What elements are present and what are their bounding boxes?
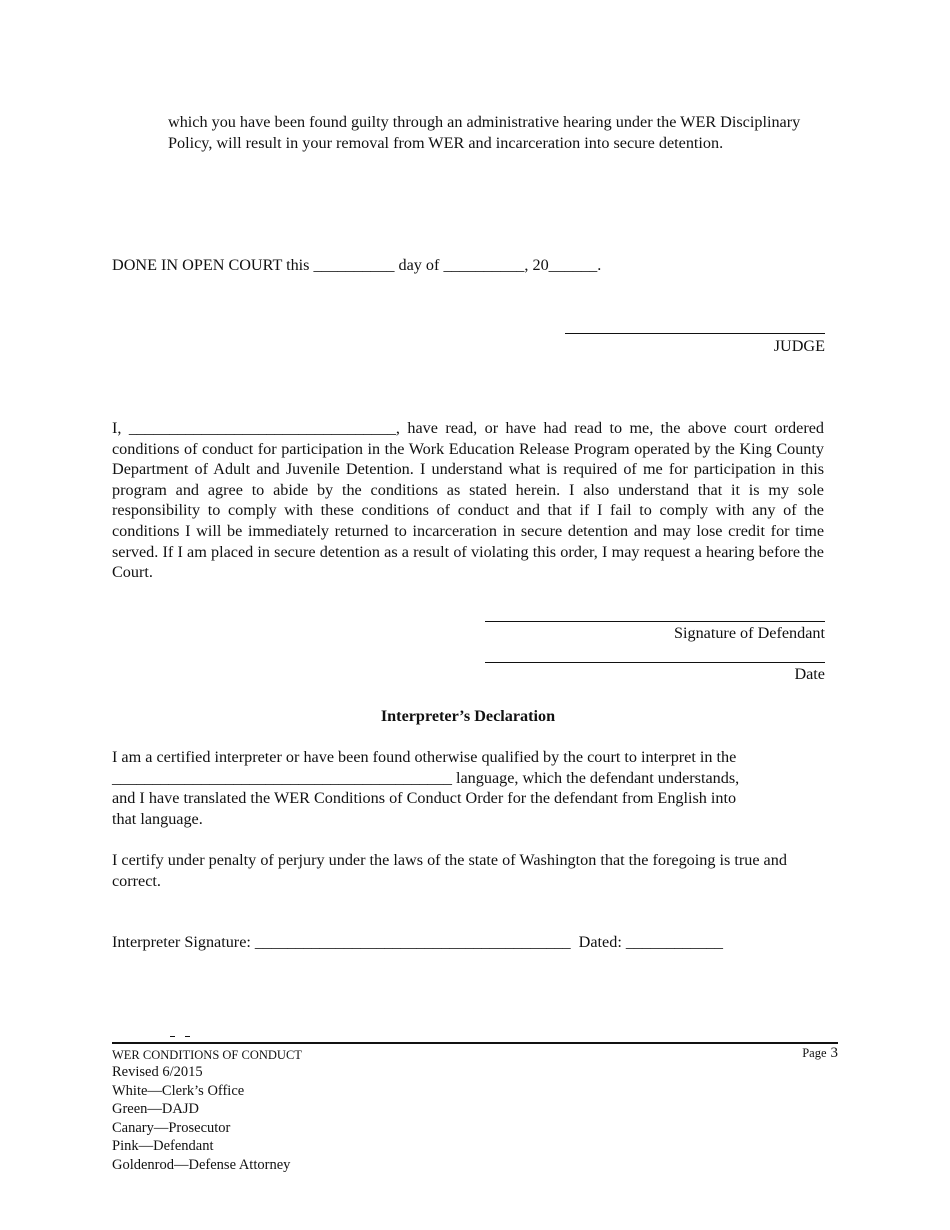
interpreter-line-3: and I have translated the WER Conditions of Conduct Order for the defendant from English into — [112, 789, 737, 808]
footer-title: WER CONDITIONS OF CONDUCT — [112, 1048, 302, 1062]
copy-item: Pink—Defendant — [112, 1138, 214, 1155]
judge-label: JUDGE — [773, 337, 825, 355]
date-label: Date — [794, 665, 825, 683]
defendant-acknowledgement-paragraph: I, _________________________________, have read, or have had read to me, the above court ordered conditions of conduct for participation in the Work Education Release Program operated by the King County Department of Adult and Juvenile Detention. I understand what is required of me for participation in this program and agree to abide by the conditions as stated herein. I also understand that it is my sole responsibility to comply with these conditions of conduct and that if I fail to comply with any of the conditions I will be immediately returned to incarceration in secure detention and may lose credit for time served. If I am placed in secure detention as a result of violating this order, I may request a hearing before the Court. — [112, 419, 824, 582]
interpreter-signature-line: Interpreter Signature: _______________________________________ Dated: ____________ — [112, 933, 723, 951]
footer-revised: Revised 6/2015 — [112, 1064, 203, 1080]
footer-rule — [112, 1042, 838, 1044]
interpreter-line-1: I am a certified interpreter or have been found otherwise qualified by the court to interpret in the — [112, 748, 737, 766]
interpreter-line-4: that language. — [112, 809, 203, 828]
judge-signature-line — [565, 333, 825, 334]
copy-item: Goldenrod—Defense Attorney — [112, 1156, 291, 1173]
footer-tick — [170, 1036, 175, 1037]
date-signature-line — [485, 662, 825, 663]
defendant-signature-line — [485, 621, 825, 622]
continuation-paragraph: which you have been found guilty through an administrative hearing under the WER Disciplinary Policy, will result in your removal from WER and incarceration into secure detention. — [168, 113, 801, 152]
perjury-certification: I certify under penalty of perjury under the laws of the state of Washington that the foregoing is true and correct. — [112, 851, 787, 890]
copy-item: Canary—Prosecutor — [112, 1119, 231, 1136]
copy-distribution-list — [112, 1082, 512, 1174]
copy-item: Green—DAJD — [112, 1101, 199, 1118]
copy-item: White—Clerk’s Office — [112, 1083, 245, 1099]
footer-page-number — [760, 1044, 838, 1062]
done-in-open-court-line: DONE IN OPEN COURT this __________ day of __________, 20______. — [112, 256, 602, 274]
signature-of-defendant-label: Signature of Defendant — [673, 624, 825, 642]
interpreter-declaration-heading: Interpreter’s Declaration — [380, 707, 556, 725]
interpreter-line-2: __________________________________________ language, which the defendant understands, — [112, 768, 740, 787]
interpreter-declaration-body — [112, 747, 832, 829]
footer-tick — [185, 1036, 190, 1037]
page-number: 3 — [830, 1045, 838, 1061]
page-label: Page — [802, 1046, 827, 1060]
